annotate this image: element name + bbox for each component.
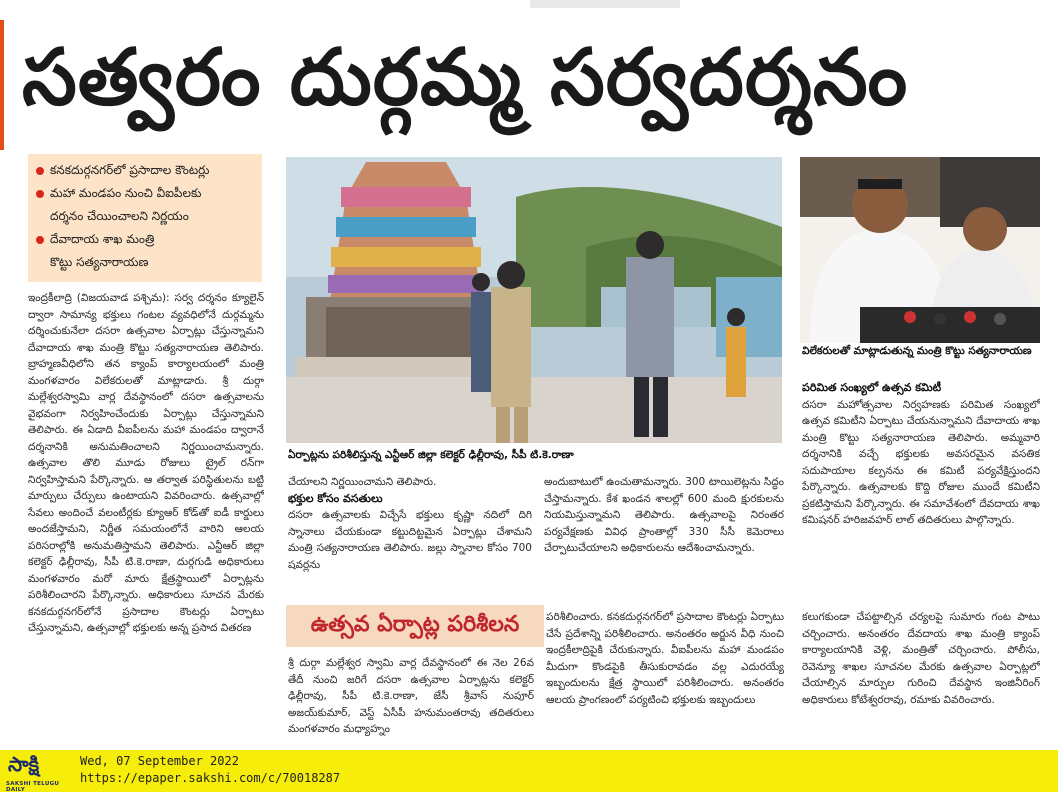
headline: సత్వరం దుర్గమ్మ సర్వదర్శనం: [22, 33, 909, 123]
article-column-2: చేయాలని నిర్ణయించామని తెలిపారు. భక్తుల కోసం వసతులు దసరా ఉత్సవాలకు విచ్చేసే భక్తులు కృష్ణా నదిలో దిగి స్నానాలు చేయకుండా కట్టుదిట్టమైన ఏర్పాట్లు చేశామని మంత్రి సత్యనారాయణ తెలిపారు. జల్లు స్నానాల కోసం 700 షవర్లను: [288, 476, 532, 571]
article-column-3: అందుబాటులో ఉంచుతామన్నారు. 300 టాయిలెట్లను సిద్ధం చేస్తామన్నారు. కేశ ఖండన శాలల్లో 600 మంది క్షురకులను నియమిస్తున్నామని తెలిపారు. ఉత్సవాలపై నిరంతర పర్యవేక్షణకు వివిధ ప్రాంతాల్లో 330 సీసీ కెమెరాలు చేర్పాటుచేయాలని అధికారులను ఆదేశించామన్నారు.: [544, 476, 784, 554]
article-column-1: ఇంద్రకీలాద్రి (విజయవాడ పశ్చిమ): సర్వ దర్శనం క్యూలైన్‌ ద్వారా సామాన్య భక్తులు గంటల వ్యవధిలోనే దుర్గమ్మను దర్శించుకునేలా దసరా ఉత్సవాల ఏర్పాట్లు చేస్తున్నామని దేవాదాయ శాఖ మంత్రి కొట్టు సత్యనారాయణ తెలిపారు. బ్రాహ్మణవీధిలోని తన క్యాంప్‌ కార్యాలయంలో మంత్రి మంగళవారం విలేకరులతో మాట్లాడారు. శ్రీ దుర్గా మల్లేశ్వరస్వామి వార్ల దేవస్థానంలో దసరా ఉత్సవాలను వైభవంగా నిర్వహించేందుకు ఏర్పాట్లు చేస్తున్నామని తెలిపారు. ఈ ఏడాది వీఐపీలను మహా మండపం ద్వారానే దర్శనానికి అనుమతించాలని నిర్ణయించామన్నారు. ఉత్సవాల తొలి మూడు రోజులు ట్రైల్‌ రన్‌గా నిర్వహిస్తామని పేర్కొన్నారు. ఆ తర్వాత పరిస్థితులను బట్టి మార్పులు చేర్పులు ఉంటాయని వివరించారు. ఉత్సవాల్లో సేవలు అందించే వలంటీర్లకు క్యూఆర్‌ కోడ్‌తో ఐడీ కార్డులు అందజేస్తామని, నిర్ణీత సమయంలోనే వారిని ఆలయ పరిసరాల్లోకి అనుమతిస్తామని తెలిపారు. ఎన్టీఆర్‌ జిల్లా కలెక్టర్‌ ఢిల్లీరావు, సీపీ టి.కె.రాణా, దుర్గగుడి అధికారులు మంగళవారం మరో మారు క్షేత్రస్థాయిలో ఏర్పాట్లను పరిశీలించారని పేర్కొన్నారు. అధికారులు సూచన మేరకు కనకదుర్గనగర్‌లోనే ప్రసాదాల కౌంటర్లు ఏర్పాటు చేస్తున్నామని, ఉత్సవాల్లో భక్తులకు అన్న ప్రసాద వితరణ: [28, 292, 264, 634]
highlight-item: మహా మండపం నుంచి వీఐపీలకు: [34, 182, 256, 205]
highlight-item-continued: దర్శనం చేయించాలని నిర్ణయం: [50, 209, 189, 223]
section-column-3: కలుగకుండా చేపట్టాల్సిన చర్యలపై సుమారు గంట పాటు చర్చించారు. అనంతరం దేవదాయ శాఖ మంత్రి క్యాంప్‌ కార్యాలయానికి వెళ్లి, మంత్రితో చర్చించారు. పోలీసు, రెవెన్యూ శాఖల సూచనల మేరకు ఉత్సవాల ఏర్పాట్లలో చేయాల్సిన మార్పుల గురించి దేవస్థాన ఇంజినీరింగ్‌ అధికారులు కోటేశ్వరరావు, రమాకు వివరించారు.: [802, 611, 1040, 706]
bullet-icon: [36, 236, 44, 244]
left-accent-bar: [0, 20, 4, 150]
publication-date: Wed, 07 September 2022: [80, 754, 239, 768]
highlights-box: [28, 154, 262, 282]
section-column-2: పరిశీలించారు. కనకదుర్గనగర్‌లో ప్రసాదాల కౌంటర్లు ఏర్పాటు చేసే ప్రదేశాన్ని పరిశీలించారు. అనంతరం అర్జున వీధి నుంచి ఇంద్రకీలాద్రిపైకి చేరుకున్నారు. వీఐపీలను మహా మండపం మీదుగా కొండపైకి తీసుకురావడం వల్ల ఎదురయ్యే ఇబ్బందులను క్షేత్ర స్థాయిలో పరిశీలించారు. అనంతరం ఆలయ ప్రాంగణంలో పర్యటించి భక్తులకు ఇబ్బందులు: [546, 611, 784, 706]
highlight-item-continued: కొట్టు సత్యనారాయణ: [50, 255, 149, 269]
bullet-icon: [36, 167, 44, 175]
article-column-4: పరిమిత సంఖ్యలో ఉత్సవ కమిటీ దసరా మహోత్సవాల నిర్వహణకు పరిమిత సంఖ్యలో ఉత్సవ కమిటీని ఏర్పాటు చేయనున్నామని దేవాదాయ శాఖ మంత్రి కొట్టు సత్యనారాయణ తెలిపారు. అమ్మవారి దర్శనానికి వచ్చే భక్తులకు అవసరమైన వసతిక సదుపాయాల కల్పనను ఈ కమిటీ పర్యవేక్షిస్తుందని పేర్కొన్నారు. ఉత్సవాలకు కొద్ది రోజుల ముందే కమిటీని ప్రకటిస్తామని పేర్కొన్నారు. ఈ సమావేశంలో దేవదాయ శాఖ కమిషనర్‌ హరిజవహర్‌ లాల్‌ తదితరులు పాల్గొన్నారు.: [802, 381, 1040, 526]
photo-caption-temple: ఏర్పాట్లను పరిశీలిస్తున్న ఎన్టీఆర్‌ జిల్లా కలెక్టర్‌ ఢిల్లీరావు, సీపీ టి.కె.రాణా: [288, 449, 574, 461]
sakshi-logo[interactable]: సాక్షి SAKSHI TELUGU DAILY: [0, 750, 74, 792]
section-column-1: శ్రీ దుర్గా మల్లేశ్వర స్వామి వార్ల దేవస్థానంలో ఈ నెల 26వ తేదీ నుంచి జరిగే దసరా ఉత్సవాల ఏర్పాట్లను కలెక్టర్‌ ఢిల్లీరావు, సీపీ టి.కె.రాణా, జేసీ శ్రీవాస్‌ నుపూర్‌ అజయ్‌కుమార్‌, వెస్ట్‌ ఏసీపీ హనుమంతరావు తదితరులు మంగళవారం మధ్యాహ్నం: [288, 657, 534, 735]
top-strip: [530, 0, 680, 8]
subhead-facilities: భక్తుల కోసం వసతులు: [288, 491, 383, 505]
section-heading: ఉత్సవ ఏర్పాట్ల పరిశీలన: [310, 612, 520, 637]
highlight-item: దేవాదాయ శాఖ మంత్రి: [34, 228, 256, 251]
subhead-committee: పరిమిత సంఖ్యలో ఉత్సవ కమిటీ: [802, 381, 942, 394]
highlight-item: కనకదుర్గనగర్‌లో ప్రసాదాల కౌంటర్లు: [34, 159, 256, 182]
footer-bar: [0, 750, 1058, 792]
epaper-url[interactable]: https://epaper.sakshi.com/c/70018287: [80, 771, 341, 785]
bullet-icon: [36, 190, 44, 198]
photo-caption-minister: విలేకరులతో మాట్లాడుతున్న మంత్రి కొట్టు సత్యనారాయణ: [802, 345, 1032, 357]
minister-press-photo: [800, 157, 1040, 343]
temple-inspection-photo: [286, 157, 782, 443]
